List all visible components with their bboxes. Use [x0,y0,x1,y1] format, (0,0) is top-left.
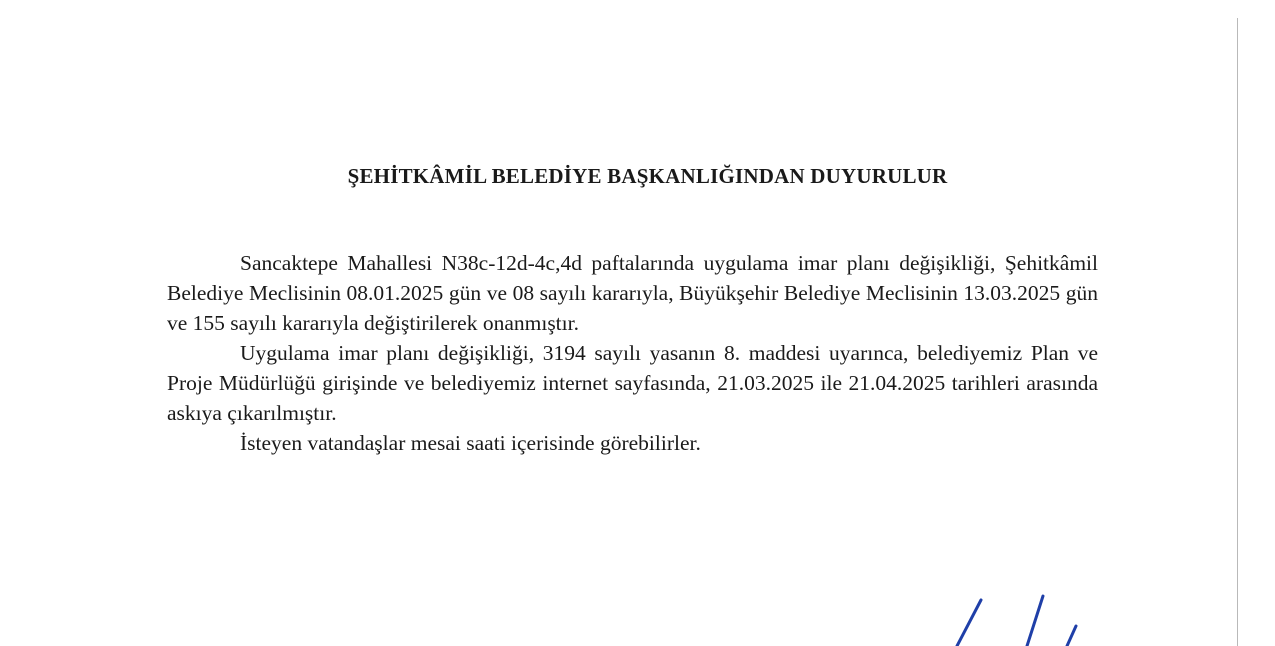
paragraph-display-period: Uygulama imar planı değişikliği, 3194 sayılı yasanın 8. maddesi uyarınca, belediyemiz Plan ve Proje Müdürlüğü girişinde ve belediyemiz internet sayfasında, 21.03.2025 ile 21.04.2025 tarihleri arasında askıya çıkarılmıştır. [167,341,1098,425]
announcement-title: ŞEHİTKÂMİL BELEDİYE BAŞKANLIĞINDAN DUYURULUR [347,164,948,188]
paragraph-viewing-info: İsteyen vatandaşlar mesai saati içerisinde görebilirler. [240,431,701,455]
signature-strokes [945,588,1095,646]
announcement-body [167,248,1098,458]
page-edge-line [1237,18,1238,646]
paragraph-plan-approval: Sancaktepe Mahallesi N38c-12d-4c,4d paftalarında uygulama imar planı değişikliği, Şehitkâmil Belediye Meclisinin 08.01.2025 gün ve 08 sayılı kararıyla, Büyükşehir Belediye Meclisinin 13.03.2025 gün ve 155 sayılı kararıyla değiştirilerek onanmıştır. [167,251,1098,335]
